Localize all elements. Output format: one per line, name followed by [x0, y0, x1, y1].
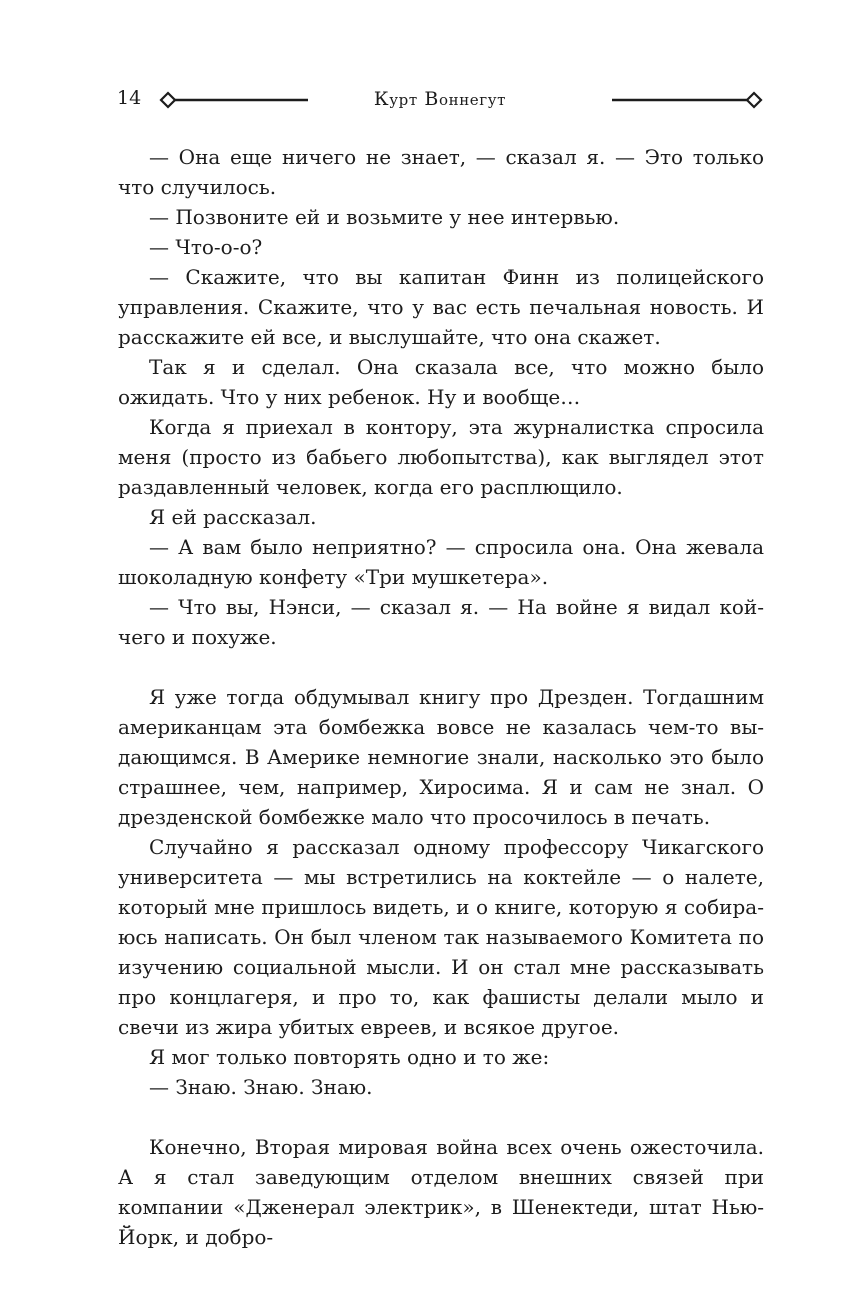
header-rule-right: [611, 90, 764, 110]
section-break: [118, 1102, 764, 1132]
paragraph: Случайно я рассказал одному профессору Чикагского университета — мы встретились на коктейле — о налете, который мне пришлось видеть, и о книге, которую я собираюсь написать. Он был членом так называемого Комитета по изучению социальной мысли. И он стал мне рассказывать про концлагеря, и про то, как фашисты делали мыло и свечи из жира убитых евреев, и всякое другое.: [118, 835, 764, 1039]
paragraph: — А вам было неприятно? — спросила она. Она жевала шоколадную конфету «Три мушкетера».: [118, 535, 764, 589]
section-break: [118, 652, 764, 682]
running-header: [0, 84, 844, 114]
paragraph: — Знаю. Знаю. Знаю.: [149, 1075, 373, 1099]
paragraph: Я мог только повторять одно и то же:: [149, 1045, 550, 1069]
author-first-initial: К: [373, 88, 390, 110]
page-number: 14: [117, 87, 142, 109]
page-body: [118, 142, 764, 1252]
author-last-initial: В: [424, 88, 439, 110]
paragraph: — Что-о-о?: [149, 235, 263, 259]
author-last-rest: оннегут: [438, 91, 507, 109]
paragraph: — Позвоните ей и возьмите у нее интервью.: [149, 205, 620, 229]
header-rule-left: [159, 90, 309, 110]
paragraph: Так я и сделал. Она сказала все, что можно было ожидать. Что у них ребенок. Ну и вообще…: [118, 355, 764, 409]
paragraph: Конечно, Вторая мировая война всех очень ожесточила. А я стал заведующим отделом внешних связей при компании «Дженерал электрик», в Шенектеди, штат Нью-Йорк, и добро-: [118, 1135, 764, 1249]
paragraph: — Она еще ничего не знает, — сказал я. — Это только что случилось.: [118, 145, 764, 199]
paragraph: — Скажите, что вы капитан Финн из полицейского управления. Скажите, что у вас есть печальная новость. И расскажите ей все, и выслушайте, что она скажет.: [118, 265, 764, 349]
paragraph: — Что вы, Нэнси, — сказал я. — На войне я видал кой-чего и похуже.: [118, 595, 764, 649]
author-first-rest: урт: [389, 91, 418, 109]
running-title: [340, 87, 540, 112]
paragraph: Я уже тогда обдумывал книгу про Дрезден. Тогдашним американцам эта бомбежка вовсе не казалась чем-то выдающимся. В Америке немногие знали, насколько это было страшнее, чем, например, Хиросима. Я и сам не знал. О дрезденской бомбежке мало что просочилось в печать.: [118, 685, 764, 829]
paragraph: Когда я приехал в контору, эта журналистка спросила меня (просто из бабьего любопытства), как выглядел этот раздавленный человек, когда его расплющило.: [118, 415, 764, 499]
paragraph: Я ей рассказал.: [149, 505, 317, 529]
